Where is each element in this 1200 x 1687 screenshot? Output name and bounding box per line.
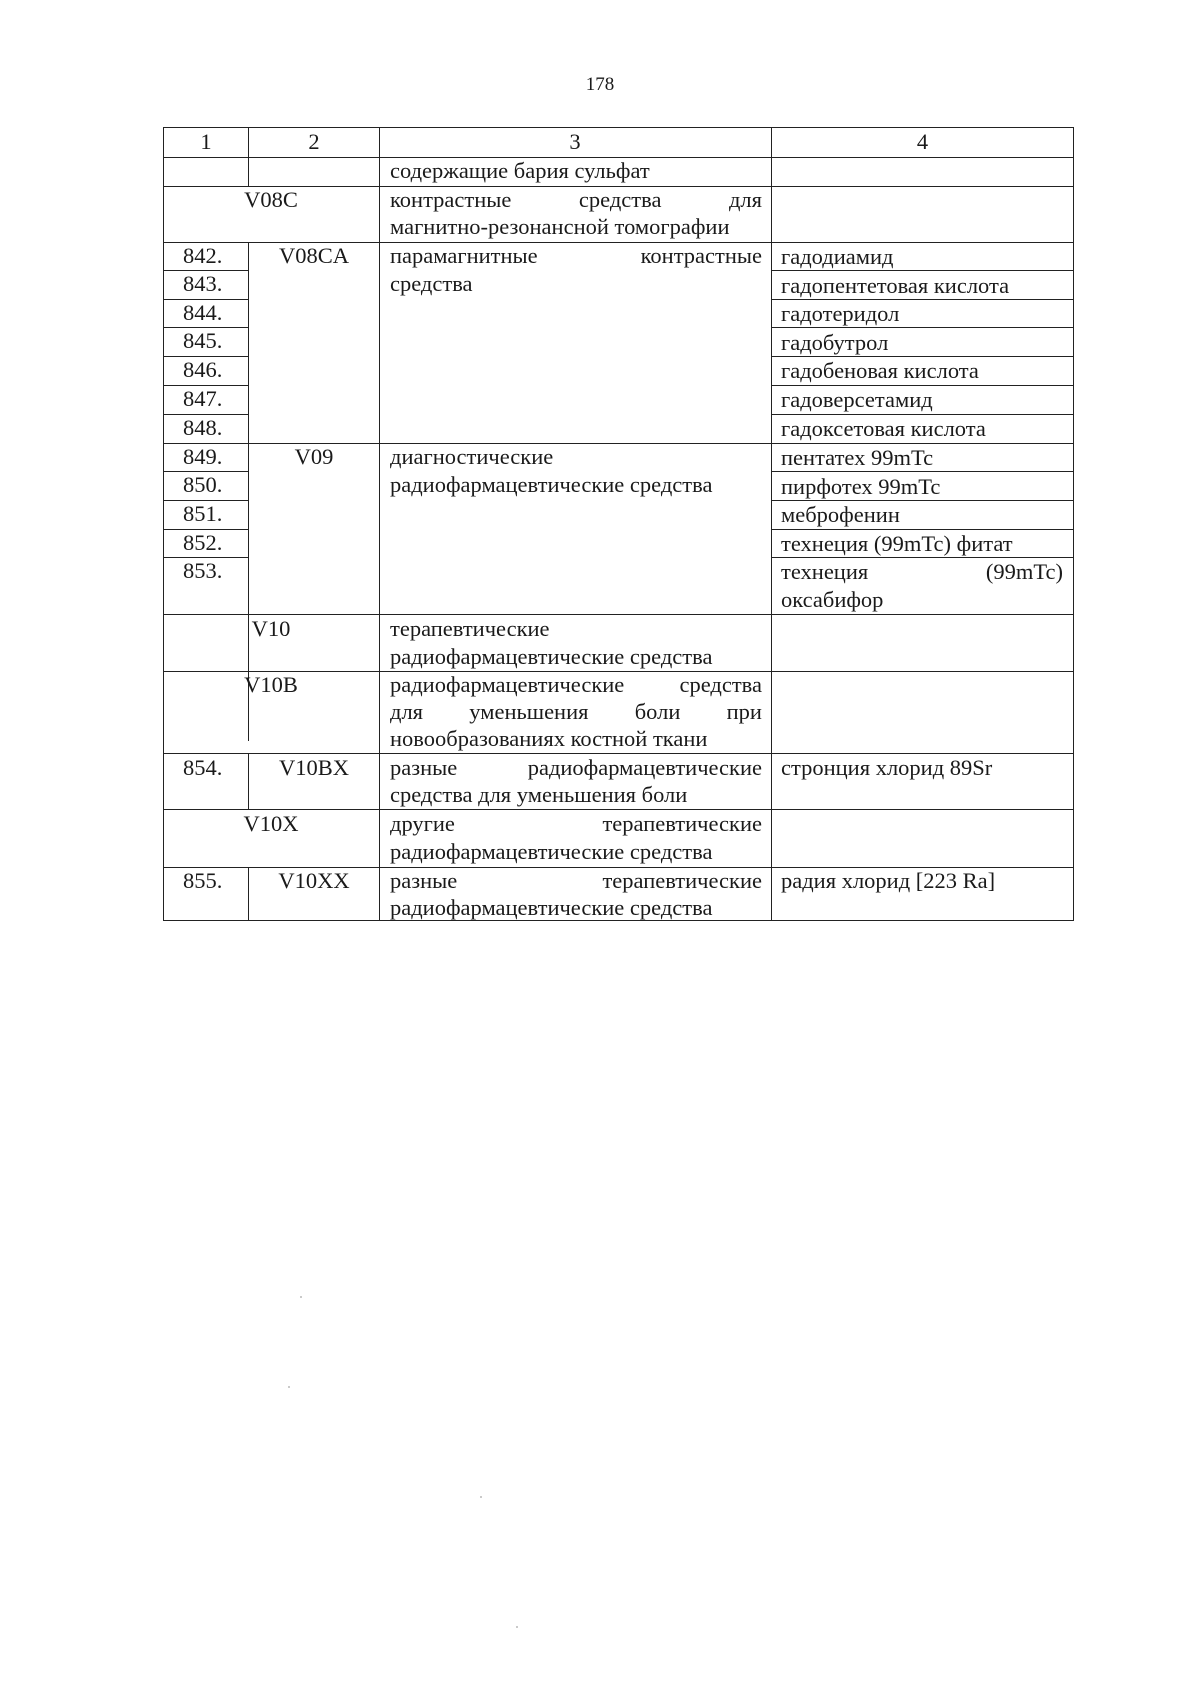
word: для [728,187,762,212]
v08c-description-line2: магнитно-резонансной томографии [390,214,730,239]
drug-name: гадотеридол [781,301,900,326]
v10b-description-line1 [390,671,762,699]
word: контрастные [640,243,762,268]
drug-name: стронция хлорид 89Sr [781,755,993,780]
drug-name: гадоверсетамид [781,387,933,412]
row-number: 847. [183,386,223,411]
v08c-code: V08C [244,187,298,212]
v10xx-description-line1 [390,867,762,895]
v09-description-line2: радиофармацевтические средства [390,472,713,497]
v10-description-line1: терапевтические [390,616,550,641]
word: другие [390,811,455,836]
column-divider-3 [771,127,772,921]
scan-speck [480,1496,482,1498]
row-number: 849. [183,444,223,469]
v10x-description-line1 [390,810,762,838]
row-number: 851. [183,501,223,526]
v10xx-description-line2: радиофармацевтические средства [390,895,713,920]
drug-name: гадобеновая кислота [781,358,979,383]
word: радиофармацевтические [527,755,762,780]
word: контрастные [390,187,512,212]
drug-name: гадобутрол [781,330,889,355]
word: разные [390,755,458,780]
v10b-description-line3: новообразованиях костной ткани [390,726,708,751]
v10x-code: V10X [243,811,299,836]
row-number: 850. [183,472,223,497]
word: парамагнитные [390,243,538,268]
word: терапевтические [602,811,762,836]
barium-description: содержащие бария сульфат [390,158,650,183]
drug-name: гадодиамид [781,244,894,269]
word: разные [390,868,458,893]
v08ca-description-line2: средства [390,271,473,296]
header-col2: 2 [308,129,320,154]
v10b-code: V10B [244,672,298,697]
atc-drug-table [163,127,1074,921]
v10b-description-line2 [390,698,762,726]
drug-name: меброфенин [781,502,900,527]
v10x-description-line2: радиофармацевтические средства [390,839,713,864]
word: средства [679,672,762,697]
drug-name: пентатех 99mTc [781,445,934,470]
v08ca-code: V08CA [278,243,349,268]
v10-code: V10 [251,616,291,641]
drug-name-multiline-line1 [781,558,1063,586]
row-number: 845. [183,328,223,353]
scan-speck [288,1386,290,1388]
word: при [726,699,762,724]
row-number: 852. [183,530,223,555]
word: средства [578,187,662,212]
row-number: 854. [183,755,223,780]
row-number: 853. [183,558,223,583]
column-divider-2 [379,127,380,921]
drug-name: технеция (99mTc) фитат [781,531,1013,556]
row-number: 846. [183,357,223,382]
row-number: 848. [183,415,223,440]
header-col3: 3 [569,129,581,154]
drug-name: гадоксетовая кислота [781,416,986,441]
word: уменьшения [469,699,589,724]
column-divider-1-mid [248,242,249,741]
scan-speck [516,1626,518,1628]
table-border-left [163,127,164,921]
row-number: 855. [183,868,223,893]
drug-name: гадопентетовая кислота [781,273,1010,298]
v10bx-code: V10BX [278,755,349,780]
v08c-description-line1 [390,186,762,214]
word: технеция [781,559,869,584]
v10bx-description-line2: средства для уменьшения боли [390,782,688,807]
drug-name: радия хлорид [223 Ra] [781,868,996,893]
v10bx-description-line1 [390,754,762,782]
word: (99mTc) [985,559,1063,584]
word: терапевтические [602,868,762,893]
row-number: 842. [183,243,223,268]
header-col4: 4 [916,129,929,154]
drug-name: пирфотех 99mTc [781,474,941,499]
v09-code: V09 [294,444,334,469]
v10-description-line2: радиофармацевтические средства [390,644,713,669]
v08ca-description-line1 [390,242,762,270]
drug-name-multiline-line2: оксабифор [781,587,884,612]
header-col1: 1 [200,129,212,154]
table-border-right [1073,127,1074,921]
row-number: 844. [183,300,223,325]
word: боли [634,699,681,724]
v10xx-code: V10XX [278,868,350,893]
word: радиофармацевтические [390,672,625,697]
page-number: 178 [585,74,615,95]
v09-description-line1: диагностические [390,444,554,469]
word: для [390,699,424,724]
row-number: 843. [183,271,223,296]
scan-speck [300,1296,302,1298]
